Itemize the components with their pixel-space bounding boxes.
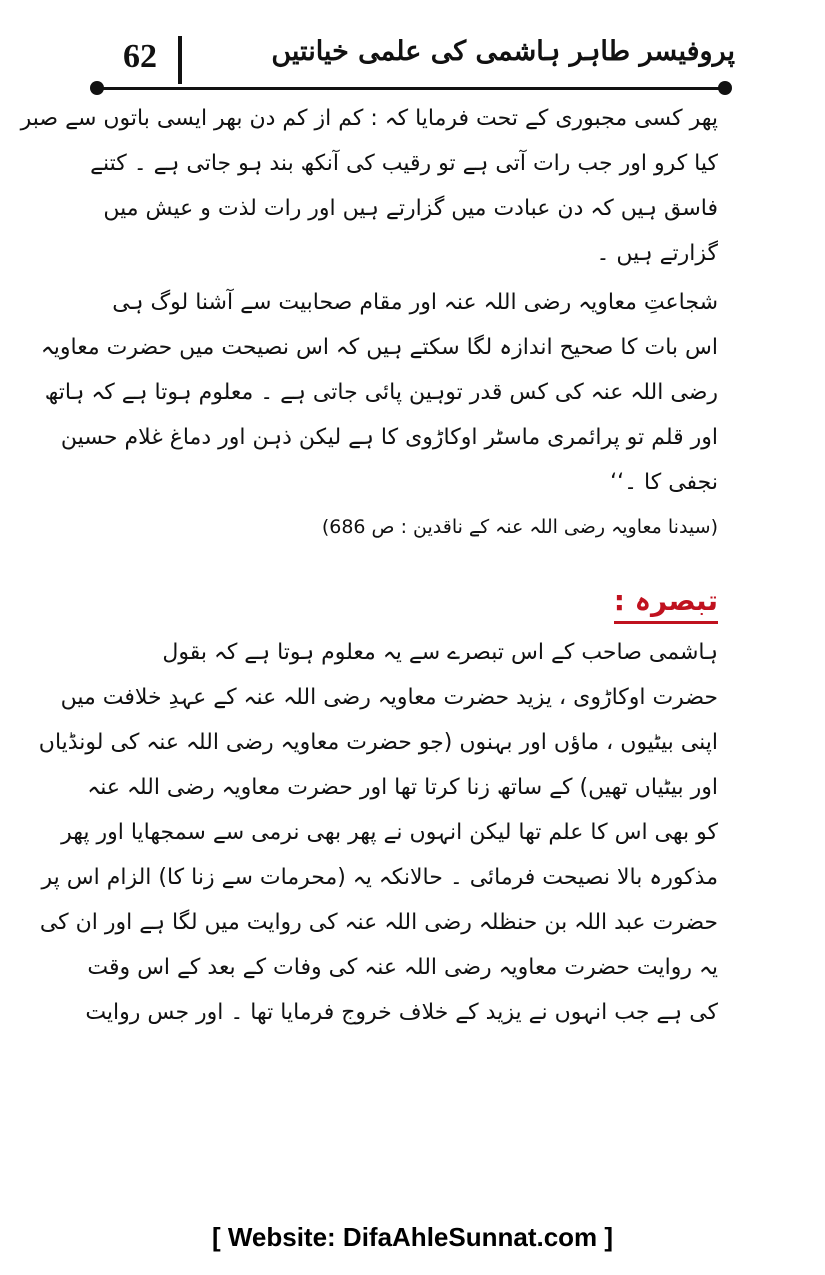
text-line: حضرت عبد اللہ بن حنظلہ رضی اللہ عنہ کی روایت میں لگا ہے اور ان کی — [39, 910, 718, 935]
text-line: اور بیٹیاں تھیں) کے ساتھ زنا کرتا تھا اور حضرت معاویہ رضی اللہ عنہ — [87, 775, 718, 800]
section-heading-tabsira: تبصرہ : — [614, 581, 718, 624]
page-number: 62 — [123, 38, 157, 75]
text-line: ہاشمی صاحب کے اس تبصرے سے یہ معلوم ہوتا ہے کہ بقول — [162, 640, 718, 665]
text-line: اس بات کا صحیح اندازہ لگا سکتے ہیں کہ اس نصیحت میں حضرت معاویہ — [40, 335, 718, 360]
text-line: کو بھی اس کا علم تھا لیکن انہوں نے پھر بھی نرمی سے سمجھایا اور پھر — [61, 820, 718, 845]
text-line: نجفی کا ۔‘‘ — [610, 470, 718, 495]
header-rule — [95, 87, 725, 90]
text-line: گزارتے ہیں ۔ — [596, 241, 718, 266]
text-line: فاسق ہیں کہ دن عبادت میں گزارتے ہیں اور رات لذت و عیش میں — [103, 196, 718, 221]
page-body — [20, 96, 718, 1035]
text-line: رضی اللہ عنہ کی کس قدر توہین پائی جاتی ہے ۔ معلوم ہوتا ہے کہ ہاتھ — [44, 380, 718, 405]
page-header — [0, 0, 825, 100]
text-line: کیا کرو اور جب رات آتی ہے تو رقیب کی آنکھ بند ہو جاتی ہے ۔ کتنے — [90, 151, 718, 176]
text-line: یہ روایت حضرت معاویہ رضی اللہ عنہ کی وفات کے بعد کے اس وقت — [87, 955, 718, 980]
website-footer: [ Website: DifaAhleSunnat.com ] — [211, 1222, 614, 1252]
rule-dot-right — [718, 81, 732, 95]
text-line: پھر کسی مجبوری کے تحت فرمایا کہ : کم از کم دن بھر ایسی باتوں سے صبر — [20, 106, 718, 131]
paragraph-3 — [38, 630, 718, 1035]
text-line: مذکورہ بالا نصیحت فرمائی ۔ حالانکہ یہ (محرمات سے زنا کا) الزام اس پر — [41, 865, 718, 890]
book-title: پروفیسر طاہر ہاشمی کی علمی خیانتیں — [271, 36, 735, 67]
text-line: اور قلم تو پرائمری ماسٹر اوکاڑوی کا ہے لیکن ذہن اور دماغ غلام حسین — [60, 425, 718, 450]
text-line: حضرت اوکاڑوی ، یزید حضرت معاویہ رضی اللہ عنہ کے عہدِ خلافت میں — [60, 685, 718, 710]
text-line: اپنی بیٹیوں ، ماؤں اور بہنوں (جو حضرت معاویہ رضی اللہ عنہ کی لونڈیاں — [38, 730, 718, 755]
paragraph-1 — [20, 96, 718, 276]
paragraph-2 — [40, 280, 718, 505]
text-line: کی ہے جب انہوں نے یزید کے خلاف خروج فرمایا تھا ۔ اور جس روایت — [85, 1000, 718, 1025]
citation: (سیدنا معاویہ رضی اللہ عنہ کے ناقدین : ص 686) — [321, 516, 718, 538]
rule-dot-left — [90, 81, 104, 95]
header-separator — [178, 36, 182, 84]
text-line: شجاعتِ معاویہ رضی اللہ عنہ اور مقام صحابیت سے آشنا لوگ ہی — [112, 290, 718, 315]
